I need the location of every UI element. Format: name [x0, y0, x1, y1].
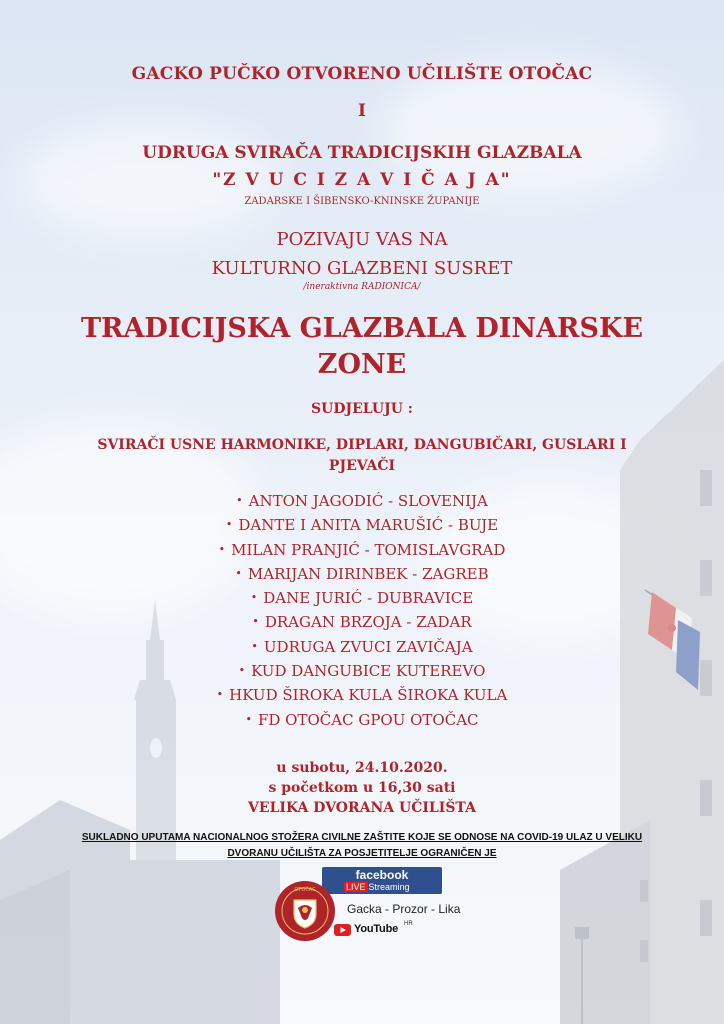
covid-notice-line2: DVORANU UČILIŠTA ZA POSJETITELJE OGRANIČEN JE [227, 848, 497, 859]
bullet-icon: • [235, 566, 242, 580]
list-item [0, 586, 724, 610]
live-streaming-label [344, 882, 410, 892]
event-venue: VELIKA DVORANA UČILIŠTA [248, 800, 476, 816]
list-item [0, 489, 724, 513]
channel-name: Gacka - Prozor - Lika [347, 902, 461, 916]
streaming-label: Streaming [368, 882, 410, 892]
list-item [0, 562, 724, 586]
event-title-line2: ZONE [317, 349, 407, 380]
participant-name: UDRUGA ZVUCI ZAVIČAJA [263, 637, 473, 656]
participant-name: KUD DANGUBICE KUTEREVO [251, 662, 486, 681]
co-organizer-region: ZADARSKE I ŠIBENSKO-KNINSKE ŽUPANIJE [244, 196, 480, 207]
participant-name: MARIJAN DIRINBEK - ZAGREB [247, 564, 489, 583]
participant-name: DANTE I ANITA MARUŠIĆ - BUJE [238, 516, 499, 535]
youtube-region-label: HR [404, 921, 413, 927]
list-item [0, 635, 724, 659]
participant-name: DANE JURIĆ - DUBRAVICE [263, 589, 474, 608]
facebook-label: facebook [355, 868, 409, 882]
list-item [0, 513, 724, 537]
participant-name: DRAGAN BRZOJA - ZADAR [264, 613, 472, 632]
participant-groups-line1: SVIRAČI USNE HARMONIKE, DIPLARI, DANGUBIČARI, GUSLARI I [97, 437, 627, 453]
event-title-line1: TRADICIJSKA GLAZBALA DINARSKE [80, 313, 644, 344]
bullet-icon: • [236, 494, 243, 507]
organizer-name: GACKO PUČKO OTVORENO UČILIŠTE OTOČAC [131, 64, 593, 84]
bullet-icon: • [252, 615, 259, 629]
bullet-icon: • [251, 639, 258, 653]
bullet-icon: • [238, 664, 246, 678]
participant-name: ANTON JAGODIĆ - SLOVENIJA [248, 492, 488, 510]
co-organizer-title: "Z V U C I Z A V I Č A J A" [212, 170, 512, 190]
bullet-icon: • [250, 591, 258, 605]
invitation-line: POZIVAJU VAS NA [276, 229, 448, 250]
participant-name: FD OTOČAC GPOU OTOČAC [257, 710, 479, 729]
list-item [0, 538, 724, 562]
bullet-icon: • [216, 688, 224, 702]
bullet-icon: • [225, 518, 233, 532]
live-label: LIVE [346, 882, 366, 892]
conjunction: I [358, 101, 366, 121]
facebook-live-badge[interactable] [322, 867, 442, 894]
youtube-badge[interactable] [334, 923, 424, 939]
participant-list [0, 489, 724, 732]
event-subtype: /ineraktivna RADIONICA/ [303, 282, 421, 292]
event-time: s početkom u 16,30 sati [268, 780, 456, 796]
svg-text:OTOČAC: OTOČAC [294, 887, 316, 893]
covid-notice-line1: SUKLADNO UPUTAMA NACIONALNOG STOŽERA CIVILNE ZAŠTITE KOJE SE ODNOSE NA COVID-19 ULAZ U VELIKU [81, 832, 643, 843]
list-item [0, 708, 724, 732]
youtube-label: YouTube [354, 923, 399, 935]
event-type: KULTURNO GLAZBENI SUSRET [211, 258, 513, 279]
youtube-play-icon [334, 924, 351, 936]
participant-groups-line2: PJEVAČI [328, 458, 396, 474]
participant-name: MILAN PRANJIĆ - TOMISLAVGRAD [231, 540, 506, 559]
list-item [0, 683, 724, 707]
list-item [0, 610, 724, 634]
participants-heading: SUDJELUJU : [311, 401, 413, 417]
bullet-icon: • [245, 712, 252, 726]
otocac-emblem-logo [274, 880, 336, 942]
participant-name: HKUD ŠIROKA KULA ŠIROKA KULA [229, 686, 508, 705]
list-item [0, 659, 724, 683]
bullet-icon: • [218, 542, 226, 556]
event-date: u subotu, 24.10.2020. [276, 760, 448, 776]
co-organizer-name: UDRUGA SVIRAČA TRADICIJSKIH GLAZBALA [142, 143, 582, 163]
